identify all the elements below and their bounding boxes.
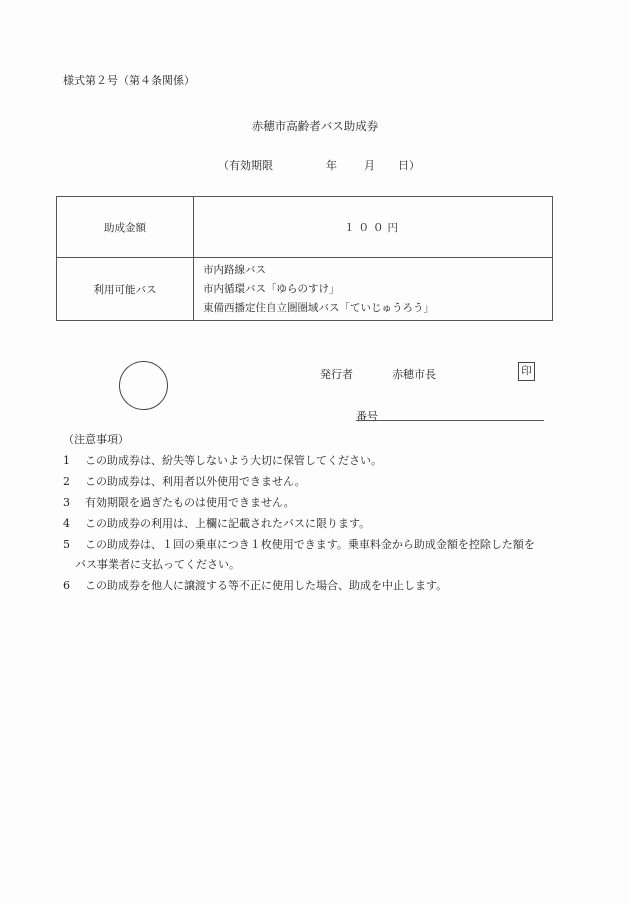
- validity-label: （有効期限: [218, 159, 273, 172]
- note-item: 4 この助成券の利用は、上欄に記載されたバスに限ります。: [63, 517, 371, 530]
- bus-item: 市内循環バス「ゆらのすけ」: [203, 282, 340, 295]
- validity-year: 年: [326, 159, 337, 172]
- validity-day: 日）: [398, 159, 420, 172]
- table-row: [57, 197, 553, 258]
- bus-item: 市内路線バス: [203, 263, 266, 276]
- note-item: 2 この助成券は、利用者以外使用できません。: [63, 475, 306, 488]
- buses-label: 利用可能バス: [57, 258, 194, 321]
- stamp-circle: [119, 361, 168, 410]
- issuer-name: 赤穂市長: [392, 368, 436, 381]
- subsidy-table: [56, 196, 553, 321]
- note-item: 6 この助成券を他人に譲渡する等不正に使用した場合、助成を中止します。: [63, 579, 448, 592]
- validity-period: [218, 157, 418, 171]
- buses-list: [194, 258, 553, 321]
- note-item: 5 この助成券は、１回の乗車につき１枚使用できます。乗車料金から助成金額を控除した額を: [63, 538, 535, 551]
- note-item: 3 有効期限を過ぎたものは使用できません。: [63, 496, 295, 509]
- amount-label: 助成金額: [57, 197, 194, 258]
- note-item: 1 この助成券は、紛失等しないよう大切に保管してください。: [63, 454, 382, 467]
- table-row: [57, 258, 553, 321]
- issuer-label: 発行者: [320, 368, 353, 381]
- validity-month: 月: [364, 159, 375, 172]
- number-underline: [356, 420, 544, 421]
- bus-item: 東備西播定住自立圏圏域バス「ていじゅうろう」: [203, 301, 434, 314]
- note-item-continuation: バス事業者に支払ってください。: [75, 558, 240, 571]
- seal-mark: 印: [518, 362, 535, 381]
- number-label: 番号: [356, 410, 378, 423]
- document-title: 赤穂市高齢者バス助成券: [251, 119, 379, 133]
- form-number: 様式第２号（第４条関係）: [63, 74, 195, 87]
- amount-value: １００円: [194, 197, 553, 258]
- notes-title: （注意事項）: [63, 433, 129, 446]
